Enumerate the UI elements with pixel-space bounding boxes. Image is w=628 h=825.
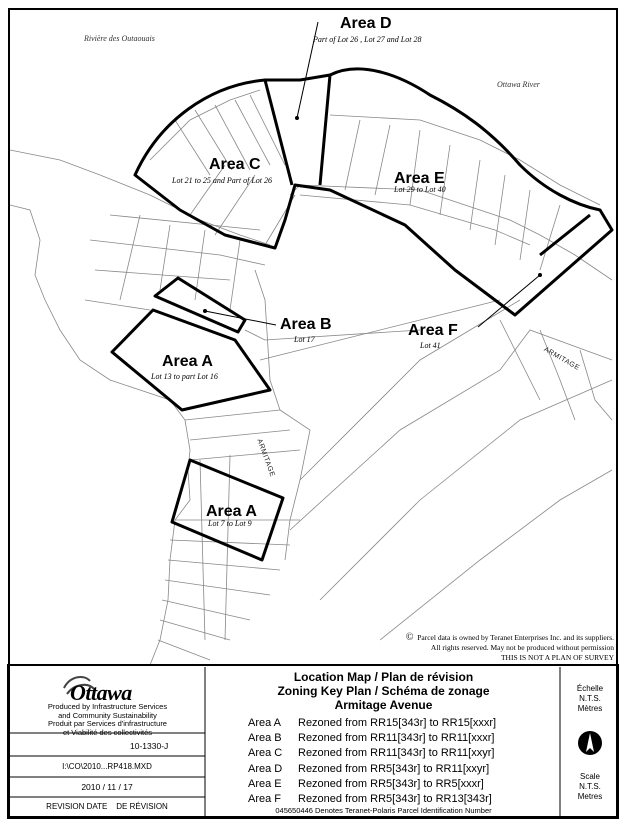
legend-row: [248, 716, 496, 731]
legend-row: [248, 792, 496, 807]
area-a2-lots: Lot 7 to Lot 9: [208, 519, 252, 528]
copyright-icon: ©: [405, 632, 414, 643]
revision-date-label: REVISION DATE DE RÉVISION: [46, 802, 168, 811]
area-a1-title: Area A: [162, 353, 213, 370]
legend-row-area: Area A: [248, 717, 282, 729]
area-b-lots: Lot 17: [294, 335, 315, 344]
area-boundaries: [112, 69, 612, 560]
revision-date-value: 2010 / 11 / 17: [81, 782, 133, 792]
legend-title-2: Zoning Key Plan / Schéma de zonage: [277, 684, 490, 698]
scale-fr-1: Échelle: [576, 684, 604, 693]
scale-fr-2: N.T.S.: [579, 694, 601, 703]
north-arrow-icon: [578, 731, 602, 755]
legend-row: [248, 777, 496, 792]
legend-row-text: Rezoned from RR15[343r] to RR15[xxxr]: [298, 717, 497, 729]
river-label-fr: Rivière des Outaouais: [84, 34, 155, 43]
leader-lines: [205, 22, 540, 327]
legend-row-area: Area C: [248, 747, 283, 760]
parcel-lines: [10, 90, 612, 665]
legend-footnote: 045650446 Denotes Teranet-Polaris Parcel Identification Number: [275, 806, 492, 815]
area-c-lots: Lot 21 to 25 and Part of Lot 26: [172, 176, 273, 185]
legend-table: [248, 716, 496, 807]
area-d-title: Area D: [340, 15, 392, 32]
area-e-lots: Lot 29 to Lot 40: [394, 185, 446, 194]
scale-en-1: Scale: [579, 772, 600, 781]
scale-en-3: Metres: [577, 792, 603, 801]
area-a1-lots: Lot 13 to part Lot 16: [151, 372, 218, 381]
legend-row-text: Rezoned from RR5[343r] to RR5[xxxr]: [298, 777, 484, 790]
legend-row: [248, 746, 496, 761]
notice-line3: THIS IS NOT A PLAN OF SURVEY: [500, 653, 614, 662]
area-e-title: Area E: [394, 170, 445, 187]
produced-by: [10, 703, 205, 737]
ottawa-logo-text: Ottawa: [70, 680, 132, 705]
produced-fr-2: et Viabilité des collectivités: [62, 727, 153, 737]
produced-en-1: Produced by Infrastructure Services: [47, 702, 168, 711]
legend-row-area: Area E: [248, 777, 282, 790]
legend-title-1: Location Map / Plan de révision: [293, 670, 474, 684]
area-f-title: Area F: [408, 322, 458, 339]
legend-row-text: Rezoned from RR5[343r] to RR13[343r]: [298, 793, 492, 806]
legend-row: [248, 731, 496, 746]
area-c-title: Area C: [209, 156, 261, 173]
area-f-lots: Lot 41: [420, 341, 441, 350]
produced-en-2: and Community Sustainability: [58, 710, 157, 720]
street-label-armitage-east: ARMITAGE: [542, 346, 581, 373]
legend-row-text: Rezoned from RR11[343r] to RR11[xxyr]: [298, 747, 495, 760]
area-a2-title: Area A: [206, 503, 257, 520]
legend-row-area: Area D: [248, 762, 283, 775]
street-label-armitage-south: ARMITAGE: [255, 438, 276, 479]
data-notice: [406, 633, 614, 663]
area-d-lots: Part of Lot 26 , Lot 27 and Lot 28: [313, 35, 422, 44]
legend-title: [207, 670, 560, 712]
river-label-en: Ottawa River: [497, 80, 540, 89]
legend-row: [248, 762, 496, 777]
notice-line2: All rights reserved. May not be produced without permission: [430, 643, 614, 652]
legend-title-3: Armitage Avenue: [334, 698, 433, 712]
scale-fr: [562, 684, 618, 714]
file-number: 10-1330-J: [130, 741, 169, 751]
scale-fr-3: Mètres: [577, 704, 603, 713]
legend-row-text: Rezoned from RR11[343r] to RR11[xxxr]: [298, 732, 495, 745]
file-path: I:\CO\2010...RP418.MXD: [62, 762, 152, 771]
legend-row-area: Area F: [248, 793, 282, 806]
scale-en: [562, 772, 618, 802]
produced-fr-1: Produit par Services d'infrastructure: [48, 719, 167, 728]
legend-row-area: Area B: [248, 732, 282, 745]
area-b-title: Area B: [280, 316, 332, 333]
notice-line1: Parcel data is owned by Teranet Enterprises Inc. and its suppliers.: [417, 633, 614, 642]
scale-en-2: N.T.S.: [579, 782, 601, 791]
legend-row-text: Rezoned from RR5[343r] to RR11[xxyr]: [298, 762, 490, 775]
